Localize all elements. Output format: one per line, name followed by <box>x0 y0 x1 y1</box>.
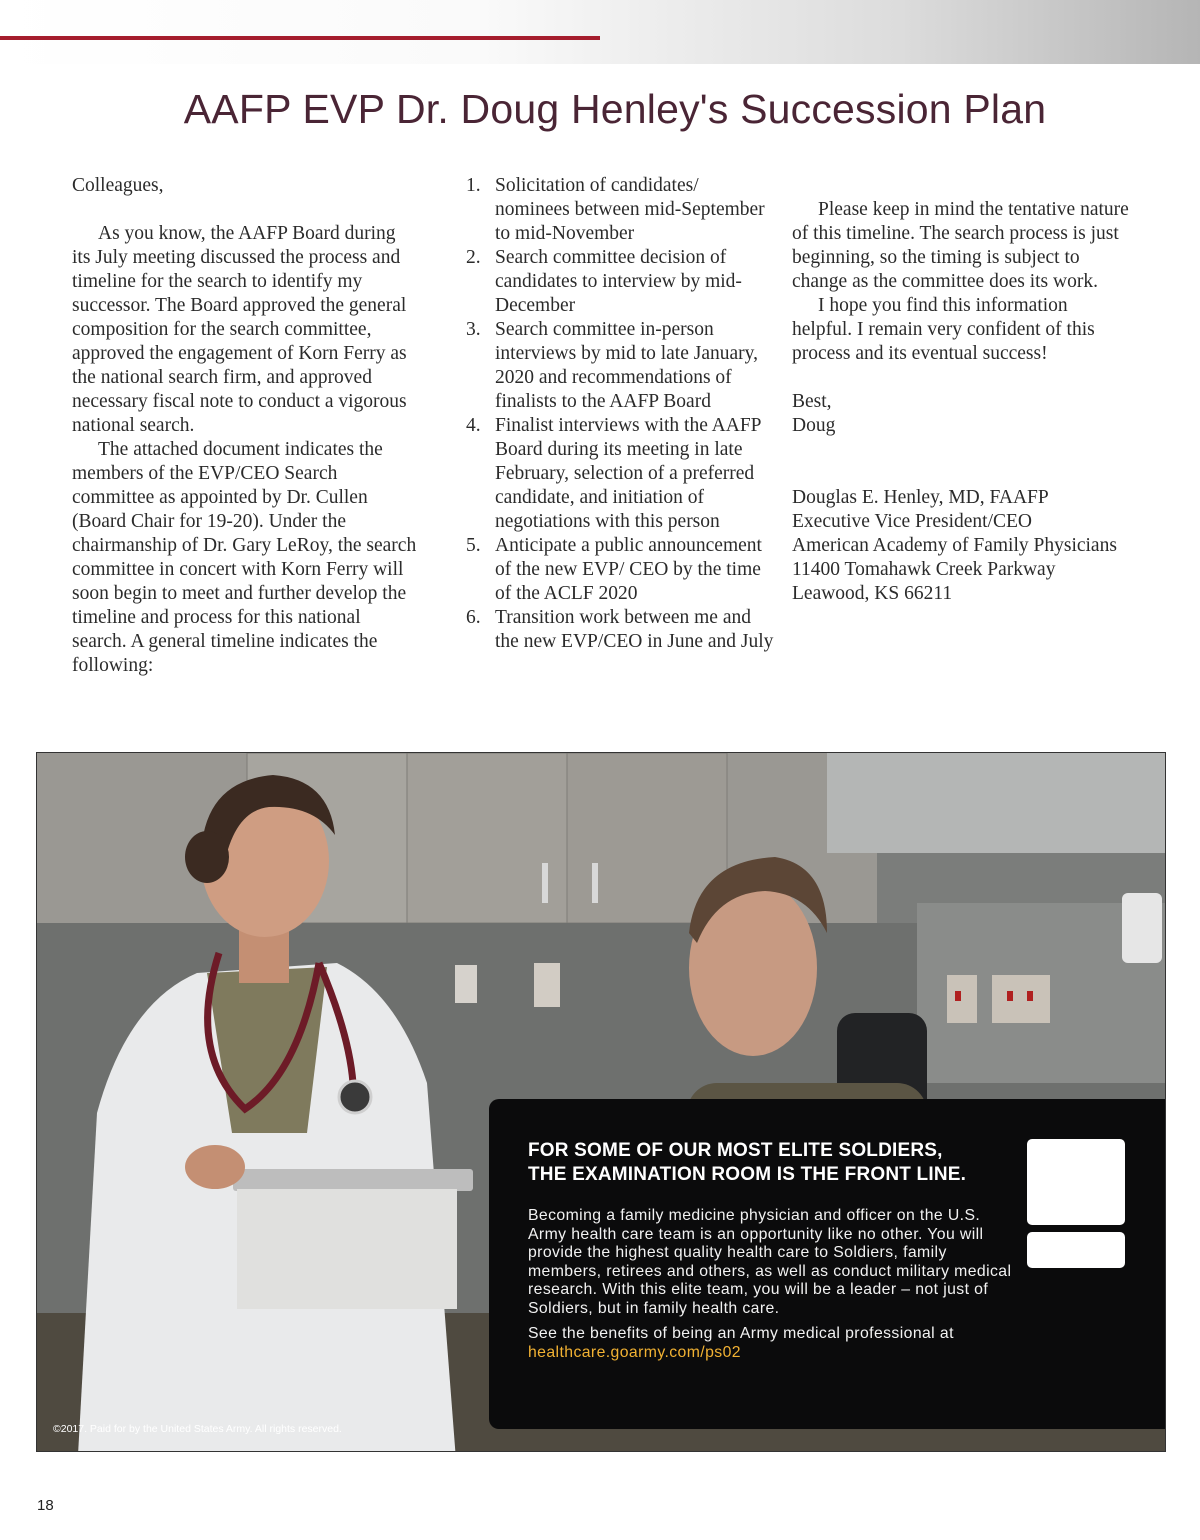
timeline-item <box>466 318 776 414</box>
ad-cta-text: See the benefits of being an Army medical professional at <box>528 1325 954 1342</box>
timeline-item <box>466 414 776 534</box>
timeline-item <box>466 606 776 654</box>
timeline-number: 5. <box>466 535 481 556</box>
army-logo-icon <box>1027 1139 1125 1225</box>
ad-message-panel <box>489 1099 1165 1429</box>
signature-organization: American Academy of Family Physicians <box>792 535 1117 556</box>
salutation: Colleagues, <box>72 175 164 196</box>
signature-position: Executive Vice President/CEO <box>792 511 1032 532</box>
closing: Best, <box>792 391 832 412</box>
letter-paragraph: The attached document indicates the members of the EVP/CEO Search committee as appointed by Dr. Cullen (Board Chair for 19-20). Under the chairmanship of Dr. Gary LeRoy, the search committee in concert with Korn Ferry will soon begin to meet and further develop the timeline and process for this national search. A general timeline indicates the following: <box>72 439 417 676</box>
army-wordmark-icon <box>1027 1232 1125 1268</box>
timeline-item <box>466 534 776 606</box>
letter-column-1 <box>72 174 417 678</box>
timeline-number: 1. <box>466 175 481 196</box>
letter-paragraph: Please keep in mind the tentative nature of this timeline. The search process is just beginning, so the timing is subject to change as the committee does its work. <box>792 199 1129 292</box>
letter-paragraph: As you know, the AAFP Board during its July meeting discussed the process and timeline for the search to identify my successor. The Board approved the general composition for the search committee, approved the engagement of Korn Ferry as the national search firm, and approved necessary fiscal note to conduct a vigorous national search. <box>72 223 407 436</box>
timeline-list <box>466 174 776 654</box>
header-band <box>0 0 1200 64</box>
ad-call-to-action <box>528 1325 1028 1362</box>
ad-copyright: ©2017. Paid for by the United States Army. All rights reserved. <box>53 1423 342 1435</box>
header-rule <box>0 36 600 40</box>
timeline-item <box>466 174 776 246</box>
timeline-number: 6. <box>466 607 481 628</box>
sign-name: Doug <box>792 415 836 436</box>
signature-name: Douglas E. Henley, MD, FAAFP <box>792 487 1049 508</box>
timeline-text: Search committee decision of candidates to interview by mid-December <box>495 247 742 316</box>
timeline-column <box>466 174 776 654</box>
ad-headline <box>528 1139 1048 1187</box>
page-number: 18 <box>37 1497 54 1514</box>
timeline-item <box>466 246 776 318</box>
timeline-text: Finalist interviews with the AAFP Board during its meeting in late February, selection of a preferred candidate, and initiation of negotiations with this person <box>495 415 761 532</box>
timeline-number: 3. <box>466 319 481 340</box>
letter-column-3 <box>792 198 1132 606</box>
letter-paragraph: I hope you find this information helpful. I remain very confident of this process and its eventual success! <box>792 295 1095 364</box>
timeline-number: 2. <box>466 247 481 268</box>
ad-body: Becoming a family medicine physician and officer on the U.S. Army health care team is an opportunity like no other. You will provide the highest quality health care to Soldiers, family members, retirees and others, as well as conduct military medical research. With this elite team, you will be a leader – not just of Soldiers, but in family health care. <box>528 1207 1012 1317</box>
ad-link[interactable]: healthcare.goarmy.com/ps02 <box>528 1343 741 1361</box>
army-advertisement <box>36 752 1166 1452</box>
timeline-text: Anticipate a public announcement of the new EVP/ CEO by the time of the ACLF 2020 <box>495 535 762 604</box>
ad-headline-line-2: THE EXAMINATION ROOM IS THE FRONT LINE. <box>528 1164 967 1185</box>
timeline-text: Solicitation of candidates/ nominees between mid-September to mid-November <box>495 175 765 244</box>
signature-city: Leawood, KS 66211 <box>792 583 953 604</box>
signature-street: 11400 Tomahawk Creek Parkway <box>792 559 1056 580</box>
timeline-number: 4. <box>466 415 481 436</box>
page-title: AAFP EVP Dr. Doug Henley's Succession Plan <box>183 86 1047 132</box>
timeline-text: Transition work between me and the new EVP/CEO in June and July <box>495 607 774 652</box>
ad-headline-line-1: FOR SOME OF OUR MOST ELITE SOLDIERS, <box>528 1140 943 1161</box>
timeline-text: Search committee in-person interviews by mid to late January, 2020 and recommendations of finalists to the AAFP Board <box>495 319 759 412</box>
